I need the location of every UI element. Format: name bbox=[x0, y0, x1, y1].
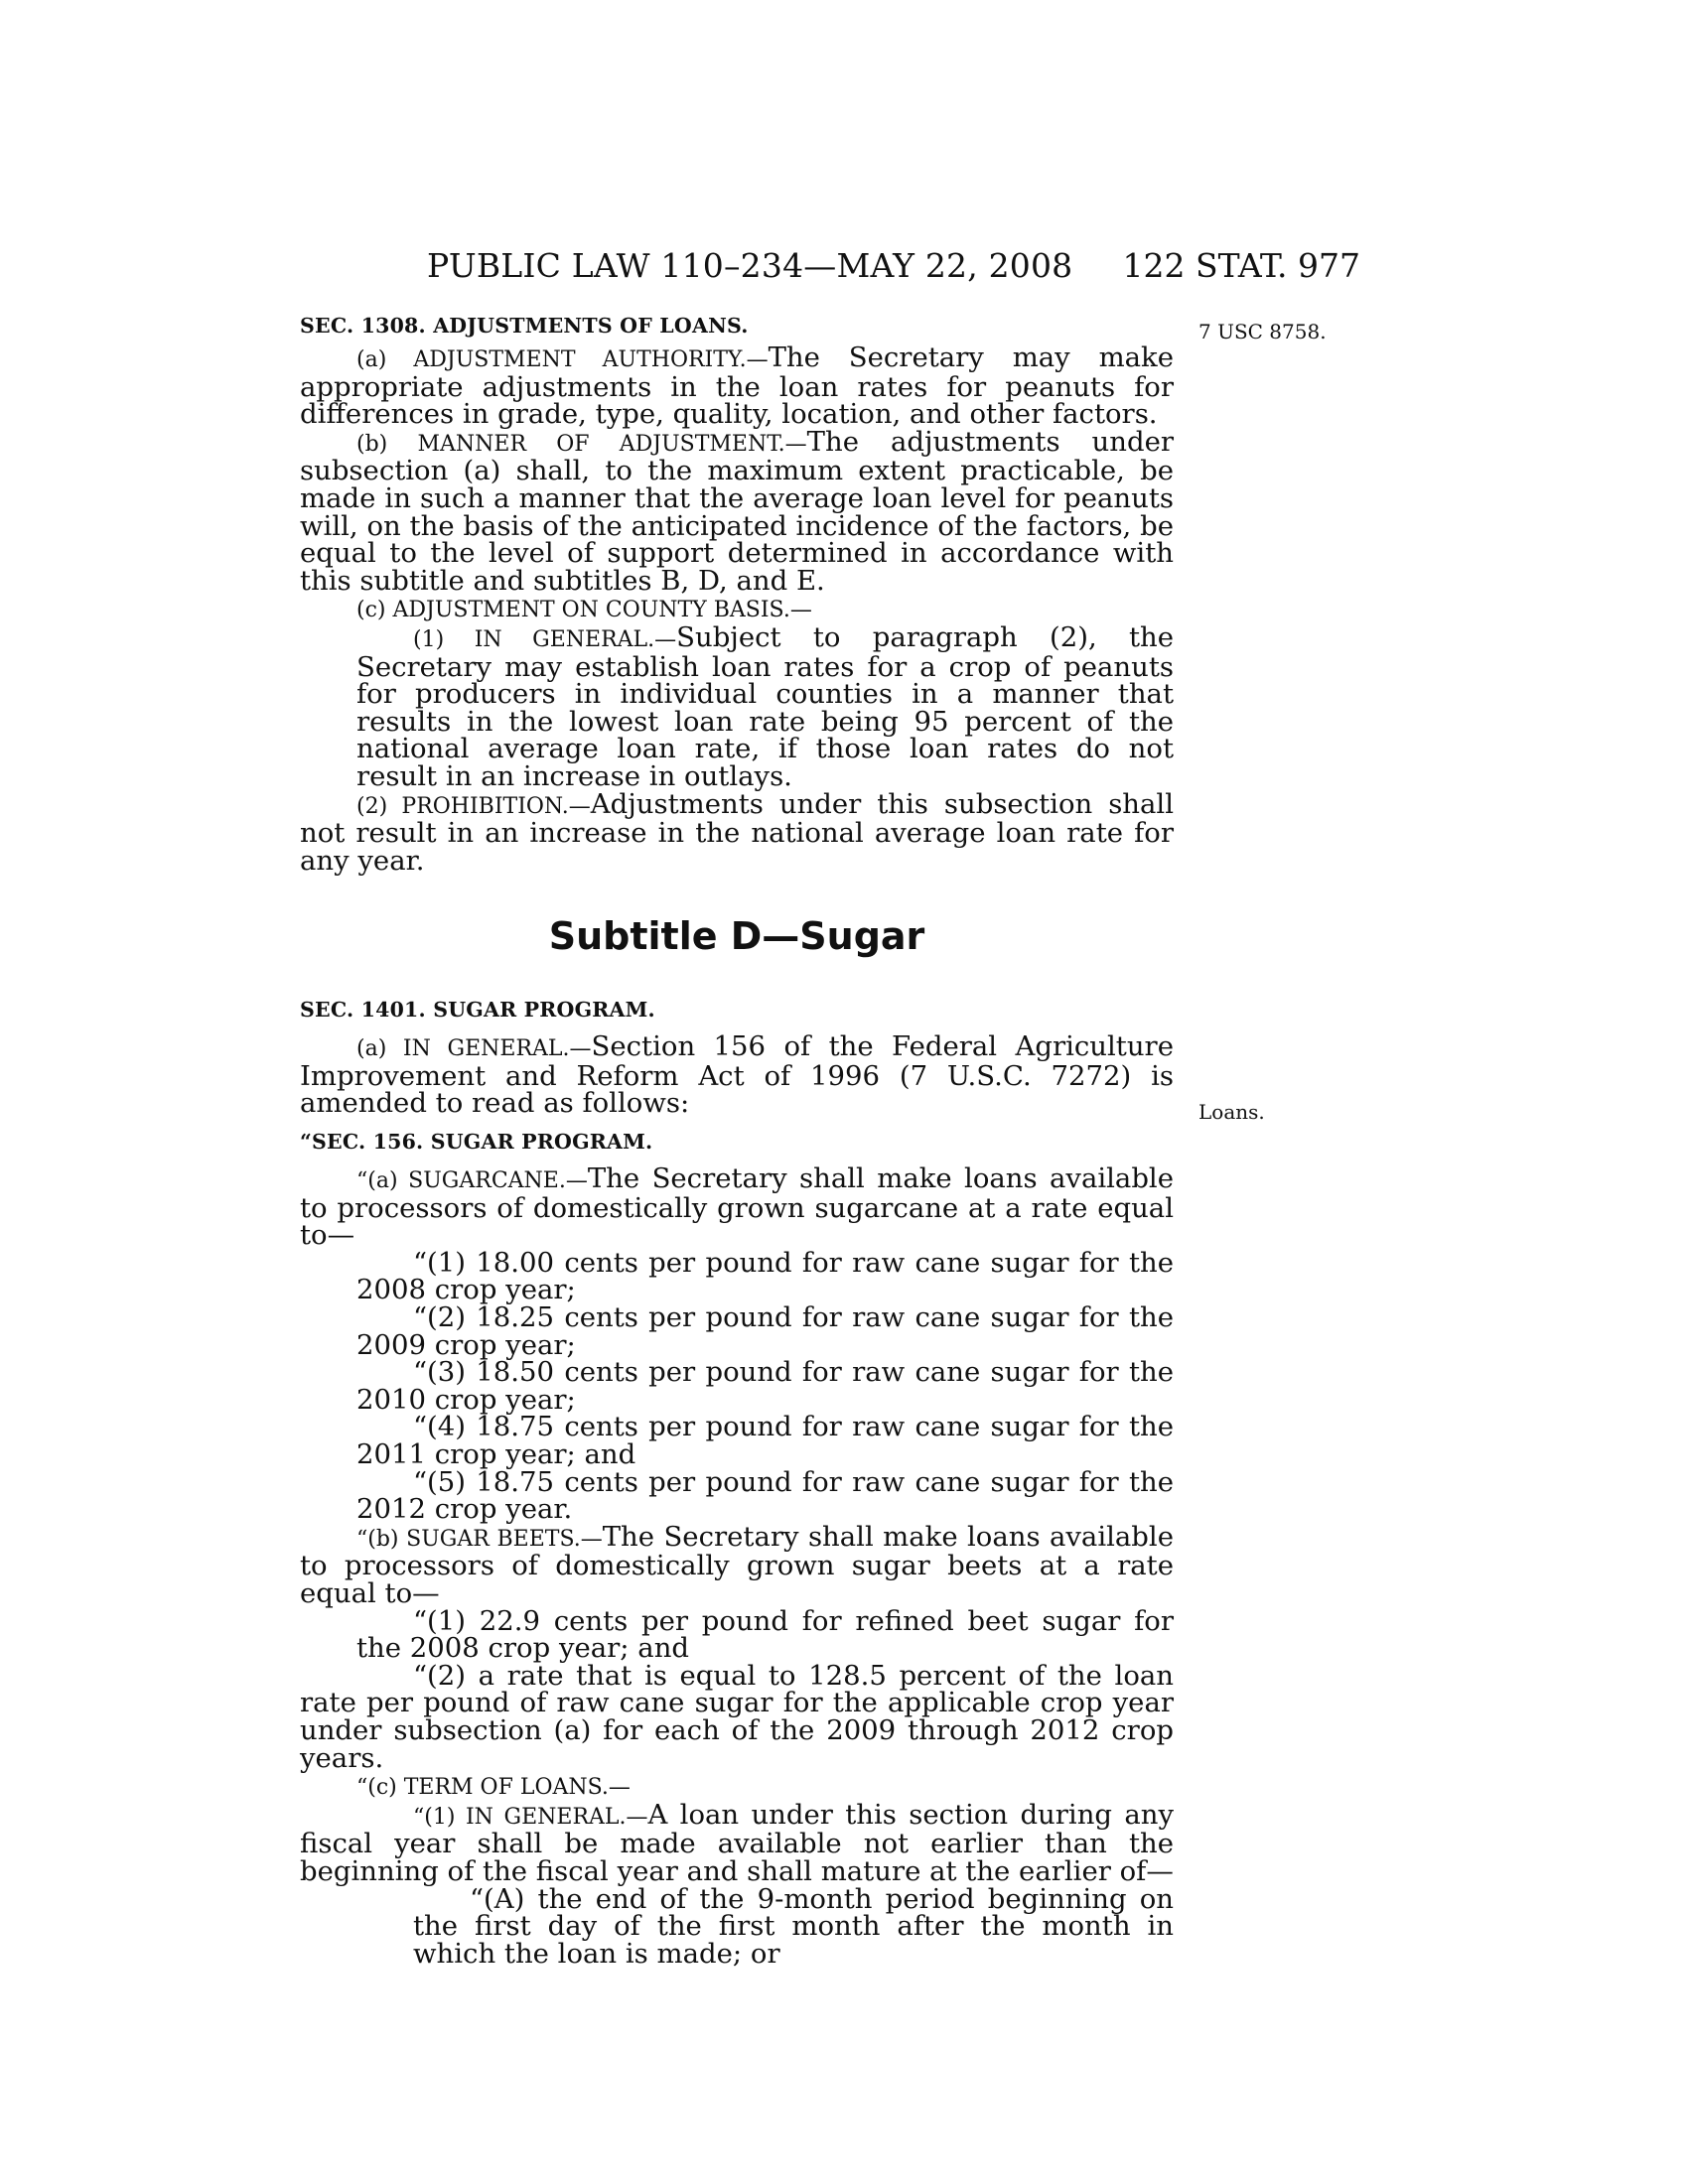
margin-note-loans: Loans. bbox=[1198, 1100, 1265, 1124]
paragraph-heading: (b) MANNER OF ADJUSTMENT.— bbox=[356, 431, 807, 457]
paragraph-156-b bbox=[300, 1520, 1174, 1609]
section-heading-1308: SEC. 1308. ADJUSTMENTS OF LOANS. bbox=[300, 314, 749, 338]
paragraph-heading: “(a) SUGARCANE.— bbox=[356, 1168, 588, 1194]
subtitle-heading: Subtitle D—Sugar bbox=[548, 914, 925, 959]
paragraph-156-a bbox=[300, 1162, 1174, 1252]
running-head-title: PUBLIC LAW 110–234—MAY 22, 2008 bbox=[427, 246, 1073, 285]
paragraph-heading: (1) IN GENERAL.— bbox=[413, 626, 677, 652]
paragraph-156-c bbox=[300, 1772, 1174, 1802]
statute-page-number: 122 STAT. 977 bbox=[1122, 246, 1360, 285]
paragraph-text: Subject to paragraph (2), the Secretary may establish loan rates for a crop of peanuts for producers in individual counties in a manner that results in the lowest loan rate being 95 percent of the national average loan rate, if those loan rates do not result in an increase in outlays. bbox=[356, 620, 1174, 792]
paragraph-text: The adjustments under subsection (a) shall, to the maximum extent practicable, be made in such a manner that the average loan level for peanuts will, on the basis of the anticipated incidence of the factors, be equal to the level of support determined in accordance with this subtitle and subtitles B, D, and E. bbox=[300, 425, 1174, 597]
paragraph-heading: “(1) IN GENERAL.— bbox=[413, 1804, 648, 1830]
paragraph-1401-a bbox=[300, 1030, 1174, 1120]
paragraph-1308-a bbox=[300, 341, 1174, 431]
paragraph-1308-c2 bbox=[300, 787, 1175, 877]
paragraph-heading: (c) ADJUSTMENT ON COUNTY BASIS.— bbox=[356, 598, 812, 623]
paragraph-text: The Secretary shall make loans available to processors of domestically grown sugarcane at a rate equal to— bbox=[300, 1162, 1174, 1252]
list-item-156-a-4: “(4) 18.75 cents per pound for raw cane sugar for the 2011 crop year; and bbox=[356, 1411, 1174, 1470]
list-item-156-b-2: “(2) a rate that is equal to 128.5 percent of the loan rate per pound of raw cane sugar for the applicable crop year under subsection (a) for each of the 2009 through 2012 crop years. bbox=[300, 1659, 1174, 1774]
margin-note-usc: 7 USC 8758. bbox=[1198, 320, 1327, 343]
section-heading-156: “SEC. 156. SUGAR PROGRAM. bbox=[300, 1130, 653, 1155]
list-item-156-a-2: “(2) 18.25 cents per pound for raw cane sugar for the 2009 crop year; bbox=[356, 1301, 1174, 1361]
paragraph-156-c1-A: “(A) the end of the 9-month period beginning on the first day of the first month after the month in which the loan is made; or bbox=[413, 1882, 1174, 1970]
paragraph-1308-c1 bbox=[300, 620, 1174, 792]
paragraph-heading: “(b) SUGAR BEETS.— bbox=[356, 1526, 603, 1552]
section-heading-1401: SEC. 1401. SUGAR PROGRAM. bbox=[300, 998, 655, 1023]
paragraph-heading: “(c) TERM OF LOANS.— bbox=[356, 1775, 631, 1801]
paragraph-heading: (a) ADJUSTMENT AUTHORITY.— bbox=[356, 347, 769, 372]
paragraph-text: The Secretary may make appropriate adjustments in the loan rates for peanuts for differences in grade, type, quality, location, and other factors. bbox=[300, 341, 1174, 431]
paragraph-text: Section 156 of the Federal Agriculture Improvement and Reform Act of 1996 (7 U.S.C. 7272) is amended to read as follows: bbox=[300, 1030, 1174, 1120]
document-body bbox=[300, 314, 1174, 1968]
list-item-156-a-1: “(1) 18.00 cents per pound for raw cane sugar for the 2008 crop year; bbox=[356, 1246, 1174, 1306]
list-item-156-a-3: “(3) 18.50 cents per pound for raw cane sugar for the 2010 crop year; bbox=[356, 1356, 1174, 1416]
list-item-156-a-5: “(5) 18.75 cents per pound for raw cane sugar for the 2012 crop year. bbox=[356, 1465, 1174, 1526]
paragraph-text: The Secretary shall make loans available to processors of domestically grown sugar beets at a rate equal to— bbox=[300, 1520, 1174, 1609]
list-item-156-b-1: “(1) 22.9 cents per pound for refined beet sugar for the 2008 crop year; and bbox=[356, 1604, 1174, 1665]
paragraph-text: A loan under this section during any fiscal year shall be made available not earlier than the beginning of the fiscal year and shall mature at the earlier of— bbox=[300, 1798, 1174, 1887]
paragraph-heading: (2) PROHIBITION.— bbox=[356, 793, 591, 819]
paragraph-text: Adjustments under this subsection shall not result in an increase in the national average loan rate for any year. bbox=[300, 787, 1175, 877]
paragraph-1308-c bbox=[300, 595, 1174, 624]
paragraph-156-c1 bbox=[300, 1798, 1174, 1887]
paragraph-1308-b bbox=[300, 425, 1174, 597]
page-header bbox=[0, 246, 1688, 288]
paragraph-heading: (a) IN GENERAL.— bbox=[356, 1036, 592, 1062]
